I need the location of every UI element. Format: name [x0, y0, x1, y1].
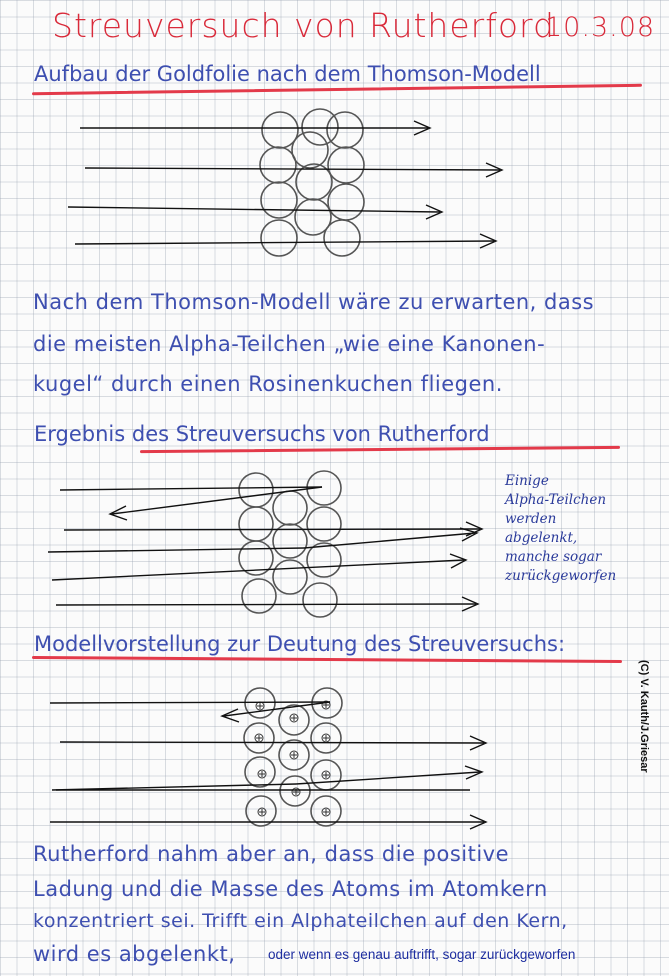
nucleus-icon	[322, 734, 330, 742]
gold-atoms	[239, 471, 341, 617]
nucleus-icon	[322, 771, 330, 779]
atom-circle	[302, 109, 338, 145]
atom-circle	[273, 491, 307, 525]
thomson-model-diagram	[68, 109, 502, 256]
rutherford-result-diagram	[48, 471, 482, 617]
alpha-trajectories	[48, 487, 482, 611]
section1-text-line-1: Nach dem Thomson-Modell wäre zu erwarten, dass	[33, 290, 595, 314]
trajectory-line	[52, 560, 464, 580]
note-line: werden	[505, 511, 557, 527]
note-line: Alpha-Teilchen	[505, 492, 607, 508]
note-line: zurückgeworfen	[505, 568, 617, 584]
trajectory-line	[60, 742, 484, 743]
section1-heading: Aufbau der Goldfolie nach dem Thomson-Modell	[34, 62, 541, 86]
trajectory-line	[68, 207, 440, 212]
atom-circle	[280, 776, 310, 806]
nucleus-icon	[292, 788, 300, 796]
atom-circle	[328, 147, 364, 183]
atom-circle	[261, 182, 297, 218]
nucleus-icon	[322, 808, 330, 816]
alpha-trajectories	[68, 121, 502, 248]
section3-heading: Modellvorstellung zur Deutung des Streuversuchs:	[34, 632, 566, 656]
section3-text-line-3: konzentriert sei. Trifft ein Alphateilchen auf den Kern,	[33, 910, 568, 932]
atom-circle	[292, 132, 328, 168]
atom-circle	[273, 560, 307, 594]
copyright-label: (C) V. Kauth/J.Griesar	[638, 660, 650, 773]
section3-text-line-2: Ladung und die Masse des Atoms im Atomkern	[33, 877, 548, 901]
section1-text-line-2: die meisten Alpha-Teilchen „wie eine Kanonen-	[33, 332, 546, 356]
atom-circle	[324, 220, 360, 256]
atom-circle	[307, 543, 341, 577]
typed-bottom-note: oder wenn es genau auftrifft, sogar zurückgeworfen	[268, 947, 576, 962]
nucleus-icon	[290, 751, 298, 759]
atom-circle	[262, 112, 298, 148]
atom-circle	[239, 473, 273, 507]
atom-circle	[260, 147, 296, 183]
section3-text-line-4: wird es abgelenkt,	[33, 942, 236, 966]
date-label: 10.3.08	[545, 12, 656, 43]
note-line: Einige	[505, 473, 549, 489]
nucleus-icon	[256, 702, 264, 710]
atom-circle	[242, 579, 276, 613]
note-line: manche sogar	[505, 549, 602, 565]
section2-heading: Ergebnis des Streuversuchs von Rutherford	[34, 422, 490, 446]
atom-circle	[245, 757, 275, 787]
atom-circle	[239, 507, 273, 541]
trajectory-line	[48, 548, 304, 552]
nucleus-icon	[258, 808, 266, 816]
nucleus-model-diagram	[48, 688, 486, 829]
nucleus-icon	[290, 714, 298, 722]
atom-circle	[327, 112, 363, 148]
atom-circle	[303, 583, 337, 617]
trajectory-line	[75, 241, 494, 244]
alpha-trajectories	[48, 702, 486, 829]
trajectory-line	[60, 487, 322, 490]
note-line: abgelenkt,	[505, 530, 578, 546]
reflected-trajectory	[112, 487, 322, 514]
atom-circle	[328, 184, 364, 220]
trajectory-line	[56, 604, 476, 605]
nucleus-icon	[255, 734, 263, 742]
atom-circle	[261, 220, 297, 256]
section3-text-line-1: Rutherford nahm aber an, dass die positive	[33, 842, 510, 866]
atom-circle	[307, 507, 341, 541]
page-title: Streuversuch von Rutherford	[52, 6, 555, 45]
gold-atoms	[260, 109, 364, 256]
section1-text-line-3: kugel“ durch einen Rosinenkuchen fliegen.	[33, 372, 503, 396]
nucleus-icon	[258, 770, 266, 778]
trajectory-line	[85, 168, 500, 170]
trajectory-line	[64, 529, 480, 530]
trajectory-line	[50, 702, 330, 703]
